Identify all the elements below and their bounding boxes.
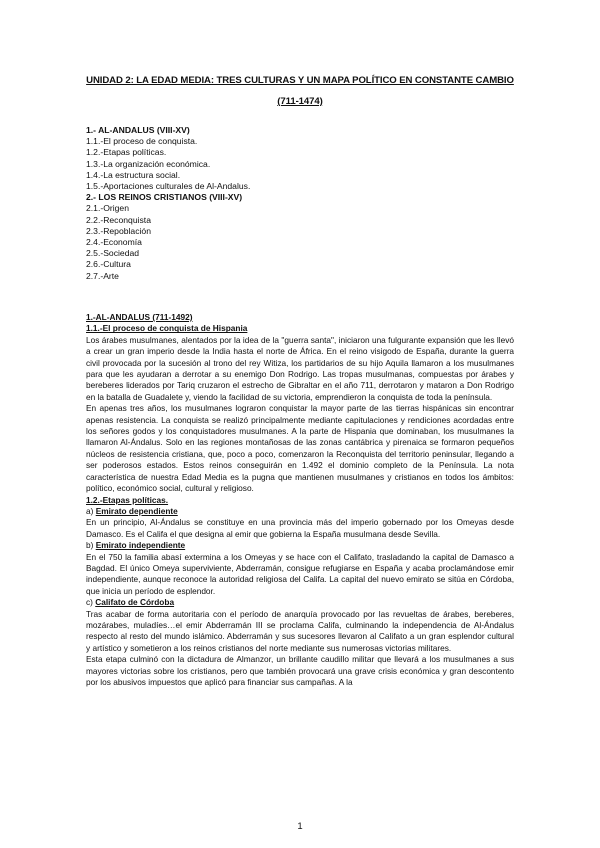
stage-title: Califato de Córdoba [95, 597, 175, 608]
toc-item: 1.3.-La organización económica. [86, 158, 211, 169]
paragraph: En un principio, Al-Ándalus se constituye en una provincia más del imperio gobernado por los Omeyas desde Damasco. Es el Califa el que designa al emir que gobierna la España musulmana desde Sevilla. [86, 517, 514, 539]
toc-item: 2.5.-Sociedad [86, 248, 140, 259]
stage-title: Emirato independiente [95, 540, 186, 551]
toc-item: 1.1.-El proceso de conquista. [86, 136, 198, 147]
subsection-heading: 1.1.-El proceso de conquista de Hispania [86, 323, 248, 334]
toc-item: 1.4.-La estructura social. [86, 169, 181, 180]
toc-item: 1.2.-Etapas políticas. [86, 147, 167, 158]
toc-item: 2.- LOS REINOS CRISTIANOS (VIII-XV) [86, 192, 243, 203]
paragraph: Tras acabar de forma autoritaria con el período de anarquía provocado por las revueltas de árabes, bereberes, mozárabes, muladíes…el emir Abderramán III se proclama Califa, culminando la independencia de Al-Ándalus respecto al resto del mundo islámico. Abderramán y sus sucesores llevaron al Califato a un gran esplendor cultural y artístico y sometieron a los reinos cristianos del norte mediante sus numerosas victorias militares. [86, 608, 514, 653]
toc-item: 2.7.-Arte [86, 270, 119, 281]
page-number: 1 [297, 821, 303, 832]
toc-item: 2.2.-Reconquista [86, 214, 151, 225]
table-of-contents [86, 125, 250, 282]
subsection-heading: 1.2.-Etapas políticas. [86, 494, 169, 505]
stage-label: b) [86, 540, 94, 551]
stage-label: c) [86, 597, 93, 608]
stage-label: a) [86, 505, 94, 516]
toc-item: 2.1.-Origen [86, 203, 129, 214]
stage-heading [86, 597, 514, 608]
stage-title: Emirato dependiente [95, 505, 178, 516]
document-body [86, 312, 514, 688]
paragraph: Esta etapa culminó con la dictadura de Almanzor, un brillante caudillo militar que llevará a los musulmanes a sus mayores victorias sobre los cristianos, pero que también provocará una grave crisis económica y gran descontento por los abusivos impuestos que aplicó para financiar sus campañas. A la [86, 654, 514, 687]
paragraph: Los árabes musulmanes, alentados por la idea de la "guerra santa", iniciaron una fulgurante expansión que les llevó a crear un gran imperio desde la India hasta el norte de África. En el reino visigodo de España, durante la guerra civil provocada por la sucesión al trono del rey Witiza, los partidarios de su hijo Aquila llamaron a los musulmanes para que les ayudaran a derrotar a su enemigo Don Rodrigo. Las tropas musulmanas, compuestas por árabes y bereberes liderados por Tariq cruzaron el estrecho de Gibraltar en el año 711, derrotaron y mataron a Don Rodrigo en la batalla de Guadalete y, viendo la facilidad de su victoria, emprendieron la conquista de toda la península. [86, 334, 514, 402]
toc-item: 1.- AL-ANDALUS (VIII-XV) [86, 125, 190, 135]
section-heading: 1.-AL-ANDALUS (711-1492) [86, 312, 193, 322]
unit-dates: (711-1474) [277, 96, 323, 107]
toc-item: 1.5.-Aportaciones culturales de Al-Andalus. [86, 181, 251, 192]
toc-item: 2.3.-Repoblación [86, 225, 151, 236]
toc-item: 2.4.-Economía [86, 237, 142, 248]
unit-title: UNIDAD 2: LA EDAD MEDIA: TRES CULTURAS Y UN MAPA POLÍTICO EN CONSTANTE CAMBIO [86, 75, 514, 86]
stage-heading [86, 506, 514, 517]
paragraph: En apenas tres años, los musulmanes lograron conquistar la mayor parte de las tierras hispánicas sin encontrar apenas resistencia. La conquista se realizó principalmente mediante capitulaciones y rendiciones acordadas entre los señores godos y los conquistadores musulmanes. A la parte de Hispania que dominaban, los musulmanes la llamaron Al-Ándalus. Solo en las regiones montañosas de las zonas cantábrica y pirenaica se formaron pequeños núcleos de resistencia cristiana, que, poco a poco, comenzaron la Reconquista del territorio peninsular, llegando a ser poderosos estados. Estos reinos conseguirán en 1.492 el dominio completo de la Península. La nota característica de nuestra Edad Media es la pugna que mantienen musulmanes y cristianos en todos los ámbitos: político, económico social, cultural y religioso. [86, 403, 514, 494]
toc-item: 2.6.-Cultura [86, 259, 131, 270]
stage-heading [86, 540, 514, 551]
paragraph: En el 750 la familia abasí extermina a los Omeyas y se hace con el Califato, trasladando la capital de Damasco a Bagdad. El único Omeya superviviente, Abderramán, consigue refugiarse en España y acaba proclamándose emir independiente, aunque reconoce la autoridad religiosa del Califa. La capital del nuevo emirato se sitúa en Córdoba, que inicia un período de esplendor. [86, 551, 514, 596]
